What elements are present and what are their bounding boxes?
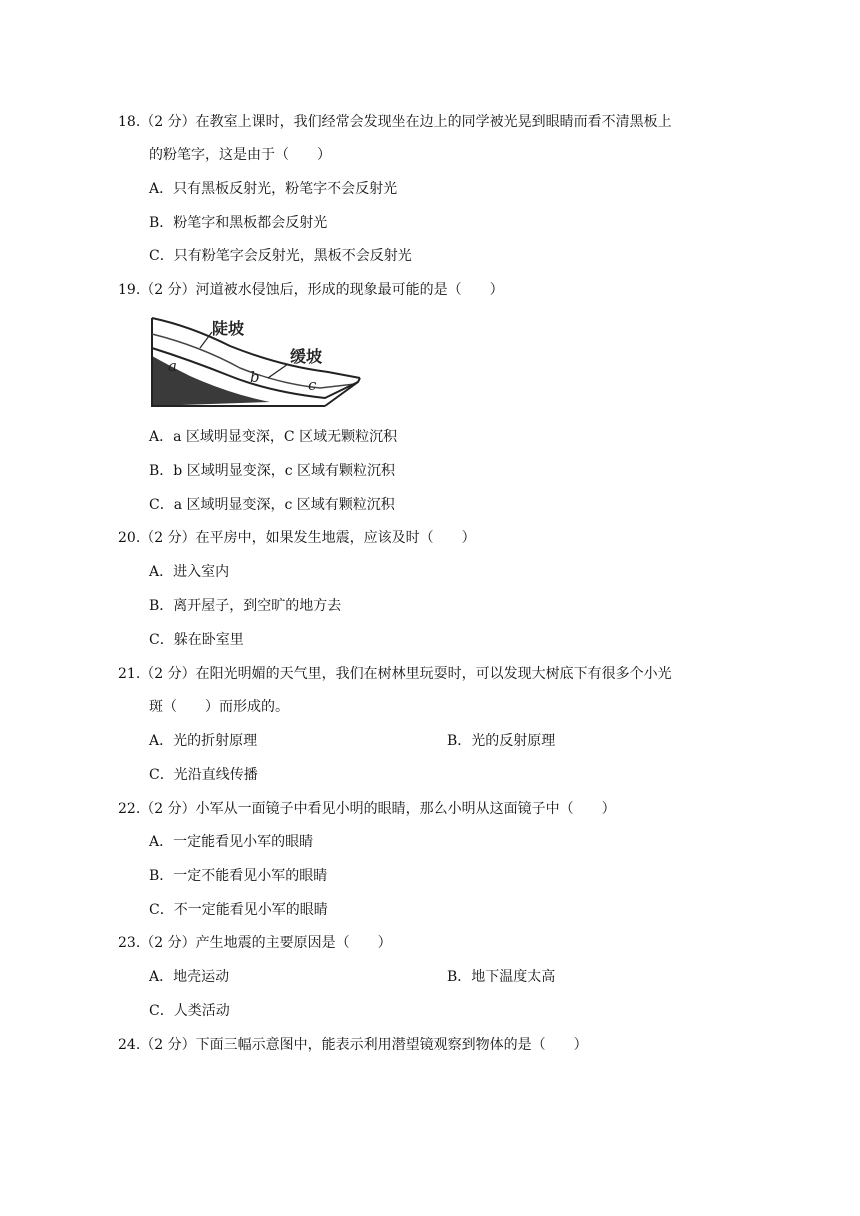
question-20-option-c[interactable]: C．躲在卧室里 <box>149 632 244 648</box>
question-24-stem: 24.（2 分）下面三幅示意图中，能表示利用潜望镜观察到物体的是（ ） <box>118 1037 588 1053</box>
gentle-pointer-line <box>268 364 288 378</box>
question-20-stem: 20.（2 分）在平房中，如果发生地震，应该及时（ ） <box>118 530 476 546</box>
question-18-stem-line2: 的粉笔字，这是由于（ ） <box>149 147 331 163</box>
question-20-option-b[interactable]: B．离开屋子，到空旷的地方去 <box>149 598 342 614</box>
question-18-stem-line1: 18.（2 分）在教室上课时，我们经常会发现坐在边上的同学被光晃到眼睛而看不清黑板上 <box>118 114 672 130</box>
question-22-option-a[interactable]: A．一定能看见小军的眼睛 <box>149 834 314 850</box>
question-19-stem: 19.（2 分）河道被水侵蚀后，形成的现象最可能的是（ ） <box>118 282 504 298</box>
label-c: c <box>308 376 317 394</box>
question-18-option-b[interactable]: B．粉笔字和黑板都会反射光 <box>149 215 328 231</box>
question-22-stem: 22.（2 分）小军从一面镜子中看见小明的眼睛，那么小明从这面镜子中（ ） <box>118 801 616 817</box>
question-21-option-b[interactable]: B．光的反射原理 <box>447 733 556 749</box>
question-22-option-b[interactable]: B．一定不能看见小军的眼睛 <box>149 868 328 884</box>
question-21-option-c[interactable]: C．光沿直线传播 <box>149 767 258 783</box>
label-gentle: 缓坡 <box>290 347 323 366</box>
question-23-option-a[interactable]: A．地壳运动 <box>149 969 230 985</box>
question-23-option-b[interactable]: B．地下温度太高 <box>447 969 556 985</box>
question-21-stem-line2: 斑（ ）而形成的。 <box>149 699 289 715</box>
question-19-option-c[interactable]: C．a 区域明显变深，c 区域有颗粒沉积 <box>149 497 395 513</box>
question-21-option-a[interactable]: A．光的折射原理 <box>149 733 258 749</box>
question-19-option-a[interactable]: A．a 区域明显变深，C 区域无颗粒沉积 <box>149 429 398 445</box>
question-22-option-c[interactable]: C．不一定能看见小军的眼睛 <box>149 902 328 918</box>
question-23-option-c[interactable]: C．人类活动 <box>149 1003 230 1019</box>
label-a: a <box>168 357 177 375</box>
label-steep: 陡坡 <box>212 319 245 338</box>
question-18-option-c[interactable]: C．只有粉笔字会反射光，黑板不会反射光 <box>149 248 412 264</box>
label-b: b <box>250 368 260 386</box>
right-end-line <box>325 378 360 406</box>
question-20-option-a[interactable]: A．进入室内 <box>149 564 230 580</box>
riverbank-slope-figure <box>150 316 362 408</box>
question-23-stem: 23.（2 分）产生地震的主要原因是（ ） <box>118 935 392 951</box>
question-19-option-b[interactable]: B．b 区域明显变深，c 区域有颗粒沉积 <box>149 463 395 479</box>
question-21-stem-line1: 21.（2 分）在阳光明媚的天气里，我们在树林里玩耍时，可以发现大树底下有很多个小光 <box>118 666 672 682</box>
question-18-option-a[interactable]: A．只有黑板反射光，粉笔字不会反射光 <box>149 181 398 197</box>
